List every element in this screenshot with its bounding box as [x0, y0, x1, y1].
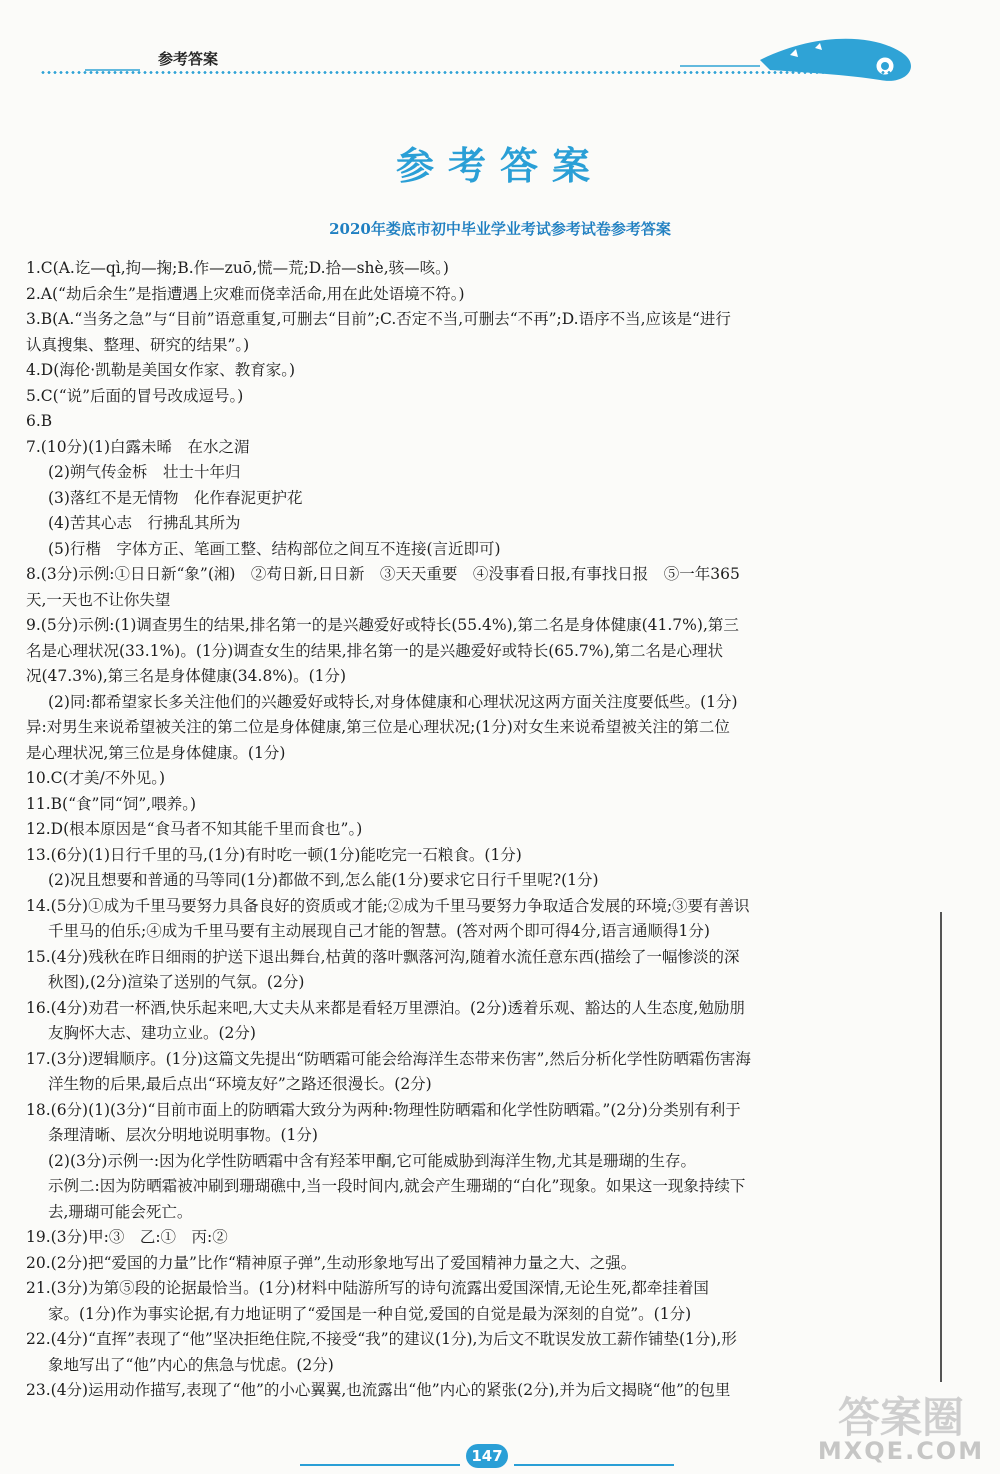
answer-line: 10.C(才美/不外见。): [26, 769, 166, 787]
right-margin-bar: [940, 912, 942, 1382]
page-header: [0, 0, 1000, 95]
answer-line: 条理清晰、层次分明地说明事物。(1分): [48, 1126, 318, 1144]
answer-line: 6.B: [26, 412, 53, 430]
answer-line: 认真搜集、整理、研究的结果”。): [26, 335, 250, 354]
answer-line: 7.(10分)(1)白露未晞 在水之湄: [26, 437, 250, 456]
answer-line: (3)落红不是无情物 化作春泥更护花: [48, 488, 303, 507]
answer-line: 21.(3分)为第⑤段的论据最恰当。(1分)材料中陆游所写的诗句流露出爱国深情,无论生死,都牵挂着国: [26, 1279, 709, 1297]
answer-line: 13.(6分)(1)日行千里的马,(1分)有时吃一顿(1分)能吃完一石粮食。(1分): [26, 845, 522, 864]
answer-line: (2)同:都希望家长多关注他们的兴趣爱好或特长,对身体健康和心理状况这两方面关注度要低些。(1分): [48, 692, 738, 711]
answer-line: 19.(3分)甲:③ 乙:① 丙:②: [26, 1228, 228, 1246]
header-dotted-line: [40, 71, 900, 74]
answer-line: 3.B(A.“当务之急”与“目前”语意重复,可删去“目前”;C.否定不当,可删去“不再”;D.语序不当,应该是“进行: [26, 310, 731, 328]
answer-line: 17.(3分)逻辑顺序。(1分)这篇文先提出“防晒霜可能会给海洋生态带来伤害”,然后分析化学性防晒霜伤害海: [26, 1049, 751, 1068]
answer-line: 秋图),(2分)渲染了送别的气氛。(2分): [48, 973, 305, 991]
watermark-logo: [812, 1385, 990, 1469]
answer-line: 象地写出了“他”内心的焦急与忧虑。(2分): [48, 1355, 334, 1374]
answer-line: 5.C(“说”后面的冒号改成逗号。): [26, 386, 244, 405]
page-subtitle: 2020年娄底市初中毕业学业考试参考试卷参考答案: [329, 220, 671, 238]
answer-line: 9.(5分)示例:(1)调查男生的结果,排名第一的是兴趣爱好或特长(55.4%),第二名是身体健康(41.7%),第三: [26, 616, 739, 634]
watermark-cn: 答案圈: [837, 1393, 964, 1442]
answer-line: 23.(4分)运用动作描写,表现了“他”的小心翼翼,也流露出“他”内心的紧张(2分),并为后文揭晓“他”的包里: [26, 1381, 731, 1399]
answer-line: 16.(4分)劝君一杯酒,快乐起来吧,大丈夫从来都是看轻万里漂泊。(2分)透着乐观、豁达的人生态度,勉励朋: [26, 998, 745, 1017]
answer-line: 名是心理状况(33.1%)。(1分)调查女生的结果,排名第一的是兴趣爱好或特长(65.7%),第二名是心理状: [26, 641, 723, 660]
answer-line: (2)(3分)示例一:因为化学性防晒霜中含有羟苯甲酮,它可能威胁到海洋生物,尤其是珊瑚的生存。: [48, 1151, 696, 1170]
answer-line: 示例二:因为防晒霜被冲刷到珊瑚礁中,当一段时间内,就会产生珊瑚的“白化”现象。如果这一现象持续下: [48, 1177, 746, 1195]
answer-line: 洋生物的后果,最后点出“环境友好”之路还很漫长。(2分): [48, 1075, 432, 1093]
answer-line: (5)行楷 字体方正、笔画工整、结构部位之间互不连接(言近即可): [48, 539, 501, 558]
answer-line: 况(47.3%),第三名是身体健康(34.8%)。(1分): [26, 667, 347, 685]
answer-line: 2.A(“劫后余生”是指遭遇上灾难而侥幸活命,用在此处语境不符。): [26, 284, 465, 303]
answer-line: 是心理状况,第三位是身体健康。(1分): [26, 743, 286, 762]
answer-line: 去,珊瑚可能会死亡。: [48, 1202, 193, 1221]
answer-line: 20.(2分)把“爱国的力量”比作“精神原子弹”,生动形象地写出了爱国精神力量之大、之强。: [26, 1253, 637, 1272]
answer-line: 家。(1分)作为事实论据,有力地证明了“爱国是一种自觉,爱国的自觉是最为深刻的自觉”。(1分): [48, 1304, 692, 1323]
answer-line: 18.(6分)(1)(3分)“目前市面上的防晒霜大致分为两种:物理性防晒霜和化学性防晒霜。”(2分)分类别有利于: [26, 1100, 741, 1119]
watermark-url: MXQE.COM: [817, 1437, 985, 1465]
page-title: 参考答案: [395, 144, 604, 188]
answer-line: 1.C(A.讫—qì,拘—掬;B.作—zuō,慌—荒;D.拾—shè,骇—咳。): [26, 259, 449, 277]
answer-line: 千里马的伯乐;④成为千里马要有主动展现自己才能的智慧。(答对两个即可得4分,语言通顺得1分): [48, 922, 710, 940]
answer-line: (2)朔气传金柝 壮士十年归: [48, 463, 241, 481]
answer-list: [26, 256, 926, 1404]
answer-line: 异:对男生来说希望被关注的第二位是身体健康,第三位是心理状况;(1分)对女生来说希望被关注的第二位: [26, 718, 730, 736]
footer-line-left: [300, 1464, 460, 1466]
header-decoration: [0, 0, 1000, 95]
answer-line: 22.(4分)“直挥”表现了“他”坚决拒绝住院,不接受“我”的建议(1分),为后文不耽误发放工薪作铺垫(1分),形: [26, 1330, 737, 1348]
answer-line: 友胸怀大志、建功立业。(2分): [48, 1024, 256, 1042]
footer-line-right: [514, 1464, 674, 1466]
answer-line: 天,一天也不让你失望: [26, 590, 171, 609]
answer-line: 12.D(根本原因是“食马者不知其能千里而食也”。): [26, 820, 363, 838]
answer-line: 11.B(“食”同“饲”,喂养。): [26, 794, 197, 813]
answer-line: 15.(4分)残秋在昨日细雨的护送下退出舞台,枯黄的落叶飘落河沟,随着水流任意东西(描绘了一幅惨淡的深: [26, 947, 740, 966]
answer-line: (2)况且想要和普通的马等同(1分)都做不到,怎么能(1分)要求它日行千里呢?(1分): [48, 871, 599, 889]
page-number: 147: [466, 1444, 508, 1468]
answer-line: 14.(5分)①成为千里马要努力具备良好的资质或才能;②成为千里马要努力争取适合发展的环境;③要有善识: [26, 896, 750, 915]
answer-line: 8.(3分)示例:①日日新“象”(湘) ②苟日新,日日新 ③天天重要 ④没事看日报,有事找日报 ⑤一年365: [26, 565, 740, 583]
header-title: 参考答案: [158, 50, 219, 68]
answer-line: 4.D(海伦·凯勒是美国女作家、教育家。): [26, 361, 295, 379]
answer-line: (4)苦其心志 行拂乱其所为: [48, 514, 241, 532]
